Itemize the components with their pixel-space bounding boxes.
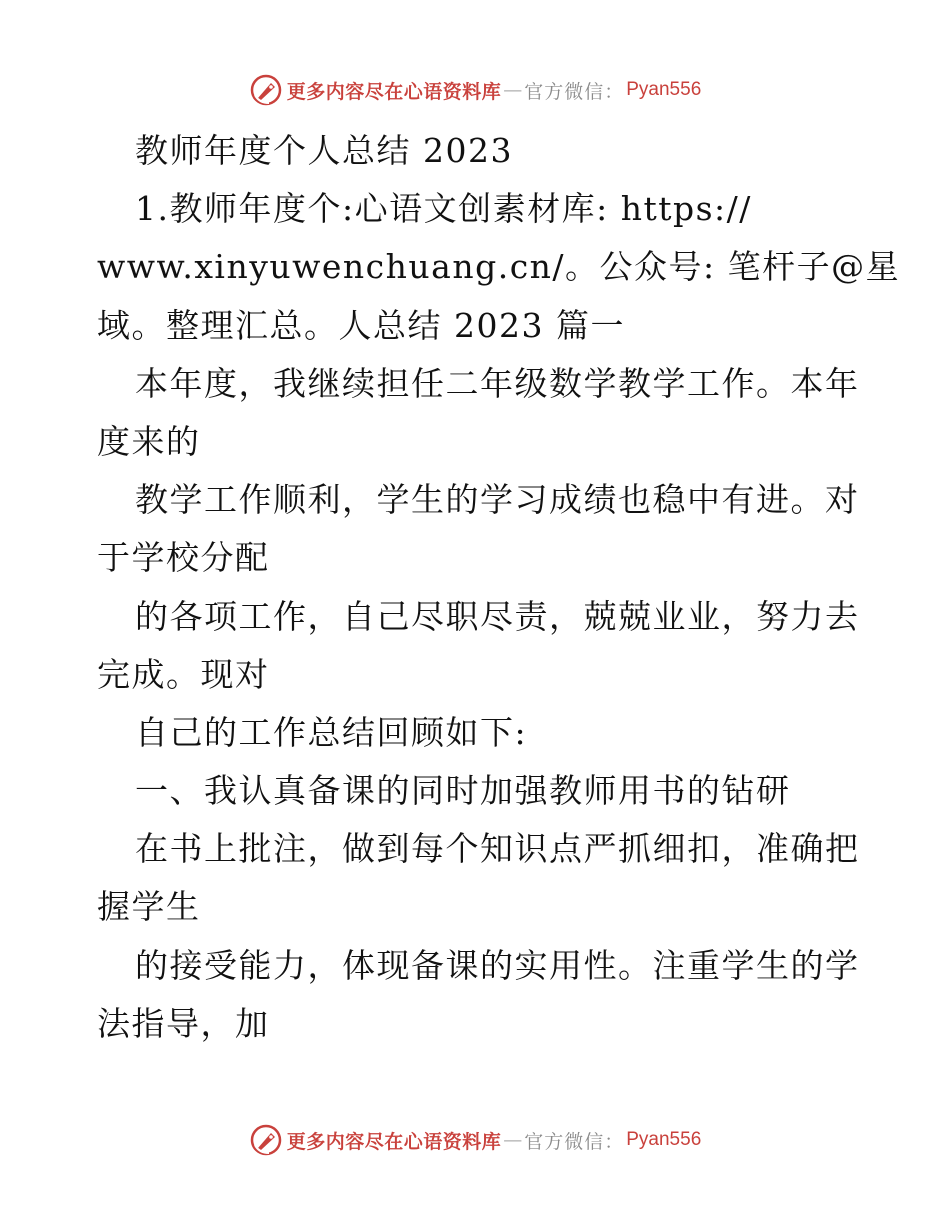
- document-line: 法指导，加: [97, 1003, 270, 1043]
- document-line: 度来的: [97, 421, 201, 461]
- document-line: 的各项工作，自己尽职尽责，兢兢业业，努力去: [135, 596, 860, 636]
- footer-banner-wechat-label: 官方微信：: [524, 1130, 625, 1153]
- pen-nib-logo-icon: [249, 1123, 283, 1157]
- document-line: 握学生: [97, 887, 201, 927]
- section-heading: 一、我认真备课的同时加强教师用书的钻研: [135, 771, 791, 811]
- pen-nib-logo-icon: [249, 73, 283, 107]
- document-line: 教学工作顺利，学生的学习成绩也稳中有进。对: [135, 480, 860, 520]
- document-line: 于学校分配: [97, 538, 270, 578]
- document-body: [97, 122, 901, 1053]
- document-line: www.xinyuwenchuang.cn/。公众号: 笔杆子@星: [97, 247, 901, 287]
- document-line: 本年度，我继续担任二年级数学教学工作。本年: [135, 363, 860, 403]
- footer-banner-wechat-id: Pyan556: [626, 1129, 702, 1150]
- footer-banner: [0, 1120, 950, 1160]
- document-line: 1.教师年度个:心语文创素材库: https://: [135, 189, 752, 229]
- document-line: 完成。现对: [97, 654, 270, 694]
- header-banner-separator: —: [503, 79, 523, 101]
- header-banner-wechat-id: Pyan556: [626, 79, 702, 100]
- header-banner-wechat-label: 官方微信：: [524, 80, 625, 103]
- document-line: 在书上批注，做到每个知识点严抓细扣，准确把: [135, 829, 860, 869]
- document-title: 教师年度个人总结 2023: [135, 131, 513, 170]
- document-line: 自己的工作总结回顾如下:: [135, 712, 528, 752]
- document-line: 的接受能力，体现备课的实用性。注重学生的学: [135, 945, 860, 985]
- document-line: 域。整理汇总。人总结 2023 篇一: [97, 305, 625, 345]
- footer-banner-separator: —: [503, 1129, 523, 1151]
- footer-banner-text: 更多内容尽在心语资料库: [286, 1130, 502, 1153]
- header-banner-text: 更多内容尽在心语资料库: [286, 80, 502, 103]
- header-banner: [0, 70, 950, 110]
